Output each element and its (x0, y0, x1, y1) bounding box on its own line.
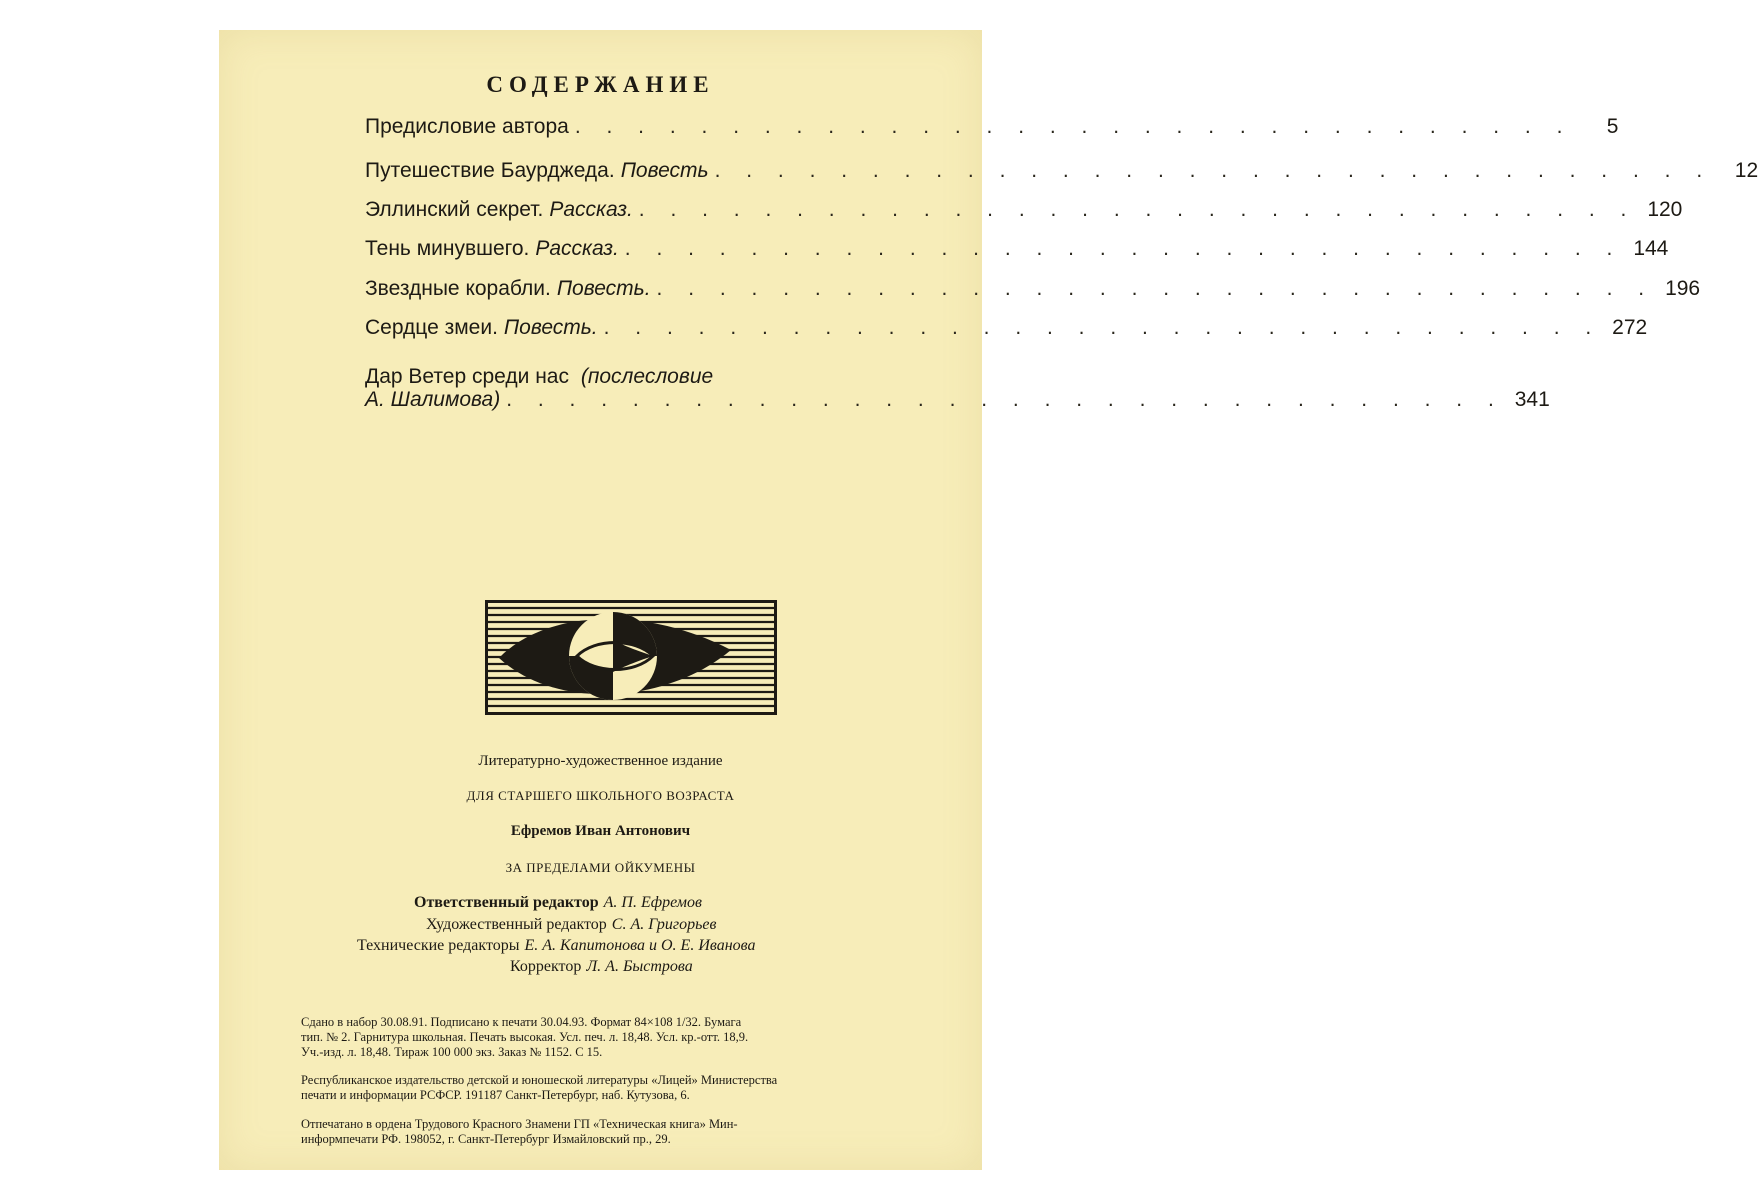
credit-name: С. А. Григорьев (611, 916, 717, 933)
dot-leader: . . . . . . . . . . . . . . . . . . . . . . . . . . . . . . . . (638, 198, 1637, 221)
toc-entry (365, 198, 1683, 228)
toc-entry (365, 316, 1648, 346)
toc-entry-page: 144 (1633, 237, 1669, 260)
toc-entry-genre: Рассказ. (535, 237, 619, 260)
eye-emblem-icon (485, 600, 777, 715)
credit-role: Художественный редактор (426, 916, 607, 933)
print-data-line: тип. № 2. Гарнитура школьная. Печать высокая. Усл. печ. л. 18,48. Усл. кр.-отт. 18,9. (301, 1030, 749, 1044)
dot-leader: . . . . . . . . . . . . . . . . . . . . . . . . . . . . . . . . (506, 388, 1504, 411)
toc-entry-title: Эллинский секрет. (365, 198, 544, 221)
print-data-line: Уч.-изд. л. 18,48. Тираж 100 000 экз. Заказ № 1152. С 15. (301, 1045, 603, 1059)
credit-role: Технические редакторы (357, 937, 520, 954)
toc-entry-page: 12 (1734, 159, 1758, 182)
toc-entry-genre: Повесть. (556, 277, 651, 300)
dot-leader: . . . . . . . . . . . . . . . . . . . . . . . . . . . . . . . . (714, 159, 1713, 182)
print-data-line: Сдано в набор 30.08.91. Подписано к печати 30.04.93. Формат 84×108 1/32. Бумага (301, 1015, 742, 1029)
dot-leader: . . . . . . . . . . . . . . . . . . . . . . . . . . . . . . . . (656, 277, 1655, 300)
toc-entry-title: Сердце змеи. (365, 316, 498, 339)
toc-entry-page: 341 (1514, 388, 1550, 411)
publisher-line: Республиканское издательство детской и юношеской литературы «Лицей» Министерства (301, 1073, 778, 1087)
publisher-info (301, 1073, 937, 1103)
author-name: Ефремов Иван Антонович (510, 823, 691, 839)
printer-line: информпечати РФ. 198052, г. Санкт-Петербург Измайловский пр., 29. (301, 1132, 671, 1146)
toc-entry-afterword-line1 (365, 365, 713, 389)
dot-leader: . . . . . . . . . . . . . . . . . . . . . . . . . . . . . . . . (624, 237, 1623, 260)
credit-role: Корректор (510, 958, 582, 975)
toc-entry-title: Тень минувшего. (365, 237, 530, 260)
publisher-line: печати и информации РСФСР. 191187 Санкт-Петербург, наб. Кутузова, 6. (301, 1088, 690, 1102)
audience-note: ДЛЯ СТАРШЕГО ШКОЛЬНОГО ВОЗРАСТА (466, 788, 735, 803)
toc-entry-genre: А. Шалимова) (365, 388, 501, 411)
toc-entry-page: 272 (1612, 316, 1648, 339)
printer-line: Отпечатано в ордена Трудового Красного Знамени ГП «Техническая книга» Мин- (301, 1117, 738, 1131)
toc-entry (365, 277, 1701, 307)
toc-heading: СОДЕРЖАНИЕ (486, 72, 715, 97)
credit-name: А. П. Ефремов (603, 894, 702, 911)
toc-entry-title: Дар Ветер среди нас (365, 365, 569, 388)
dot-leader: . . . . . . . . . . . . . . . . . . . . . . . . . . . . . . . . (574, 115, 1573, 138)
toc-entry-title: Звездные корабли. (365, 277, 551, 300)
credit-line (414, 894, 702, 912)
toc-entry (365, 237, 1669, 267)
credit-line (510, 958, 693, 976)
toc-entry-genre: Повесть. (503, 316, 598, 339)
toc-entry-page: 5 (1606, 115, 1619, 138)
toc-entry (365, 115, 1619, 145)
credit-role: Ответственный редактор (414, 894, 599, 911)
toc-entry-genre: Рассказ. (549, 198, 633, 221)
printer-info (301, 1117, 937, 1147)
book-page (219, 30, 1758, 1170)
toc-entry-genre: (послесловие (580, 365, 714, 388)
dot-leader: . . . . . . . . . . . . . . . . . . . . . . . . . . . . . . . . (603, 316, 1602, 339)
toc-entry-afterword-line2 (365, 388, 1550, 418)
credit-line (426, 916, 716, 934)
print-data (301, 1015, 937, 1060)
credit-line (357, 937, 756, 955)
toc-entry-title: Предисловие автора (365, 115, 569, 138)
toc-entry-title: Путешествие Баурджеда. (365, 159, 615, 182)
toc-entry-genre: Повесть (620, 159, 709, 182)
toc-entry-page: 196 (1665, 277, 1701, 300)
toc-entry (365, 159, 1758, 189)
toc-entry-page: 120 (1647, 198, 1683, 221)
credit-name: Л. А. Быстрова (586, 958, 693, 975)
book-title: ЗА ПРЕДЕЛАМИ ОЙКУМЕНЫ (505, 860, 696, 875)
credit-name: Е. А. Капитонова и О. Е. Иванова (524, 937, 756, 954)
edition-type: Литературно-художественное издание (478, 753, 723, 769)
